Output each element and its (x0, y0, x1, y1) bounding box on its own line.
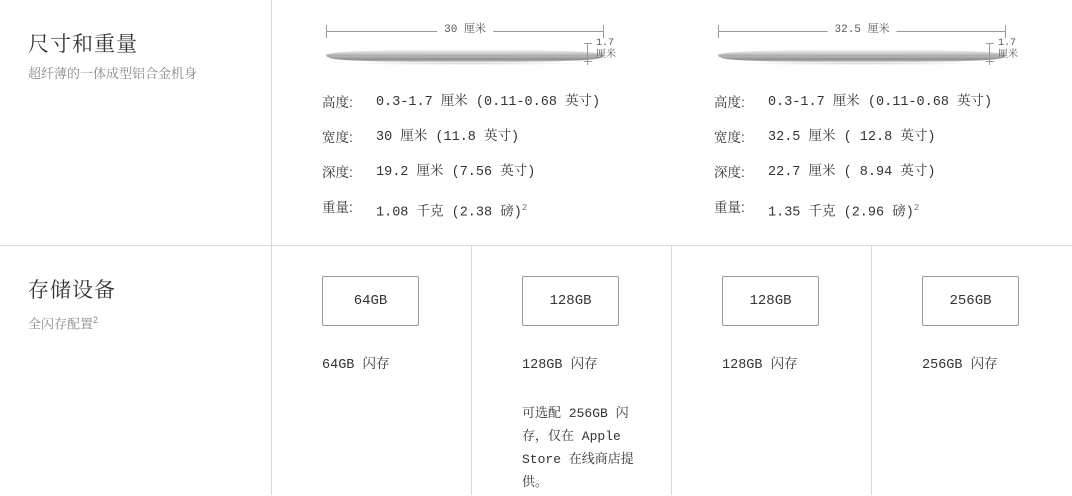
section-dimensions (0, 0, 1072, 246)
storage-chip: 256GB (922, 276, 1019, 326)
height-measure-label-2: 1.7 厘米 (998, 38, 1018, 61)
spec-value: 22.7 厘米 ( 8.94 英寸) (768, 165, 936, 180)
spec-key: 深度: (714, 165, 745, 180)
spec-row (714, 197, 1072, 225)
storage-chip: 128GB (722, 276, 819, 326)
section-subtitle-storage (28, 310, 247, 334)
spec-key: 深度: (322, 165, 353, 180)
spec-row (322, 162, 672, 184)
storage-column-3 (672, 246, 872, 495)
spec-value-text: 1.35 千克 (2.96 磅) (768, 205, 914, 221)
spec-value: 0.3-1.7 厘米 (0.11-0.68 英寸) (768, 95, 993, 110)
spec-key: 高度: (322, 95, 353, 110)
width-measure-label-2: 32.5 厘米 (827, 23, 896, 38)
storage-column-4 (872, 246, 1072, 495)
spec-key: 重量: (322, 200, 353, 215)
spec-value: 30 厘米 (11.8 英寸) (376, 130, 520, 145)
footnote-marker: 2 (913, 203, 920, 213)
dimensions-column-1 (272, 0, 672, 245)
spec-value: 19.2 厘米 (7.56 英寸) (376, 165, 536, 180)
footnote-marker: 2 (521, 203, 528, 213)
spec-list-2 (714, 92, 1072, 225)
spec-value (768, 197, 1072, 225)
section-subtitle-dimensions: 超纤薄的一体成型铝合金机身 (28, 66, 198, 81)
laptop-icon-1 (326, 44, 604, 66)
section-storage (0, 246, 1072, 495)
spec-value: 0.3-1.7 厘米 (0.11-0.68 英寸) (376, 95, 601, 110)
spec-list-1 (322, 92, 672, 225)
spec-row (322, 92, 672, 114)
section-title-storage: 存储设备 (28, 279, 116, 302)
spec-value (376, 197, 672, 225)
footnote-marker: 2 (93, 315, 99, 325)
height-measure-2 (986, 40, 1026, 80)
spec-row (714, 92, 1072, 114)
storage-label-column (0, 246, 272, 495)
laptop-illustration-1 (322, 18, 622, 80)
storage-column-2 (472, 246, 672, 495)
storage-content (272, 246, 1072, 495)
spec-row (714, 127, 1072, 149)
storage-chip: 128GB (522, 276, 619, 326)
spec-value: 32.5 厘米 ( 12.8 英寸) (768, 130, 936, 145)
width-measure-2 (718, 24, 1006, 38)
storage-column-1 (272, 246, 472, 495)
spec-key: 高度: (714, 95, 745, 110)
spec-row (322, 127, 672, 149)
width-measure-label-1: 30 厘米 (437, 23, 493, 38)
dimensions-label-column (0, 0, 272, 245)
storage-caption: 64GB 闪存 (322, 358, 390, 373)
spec-row (322, 197, 672, 225)
laptop-icon-2 (718, 44, 1006, 66)
spec-key: 宽度: (322, 130, 353, 145)
section-title-dimensions: 尺寸和重量 (28, 33, 138, 56)
storage-caption: 128GB 闪存 (522, 358, 598, 373)
height-measure-label-1: 1.7 厘米 (596, 38, 616, 61)
dimensions-content (272, 0, 1072, 245)
storage-chip: 64GB (322, 276, 419, 326)
width-measure-1 (326, 24, 604, 38)
storage-caption: 128GB 闪存 (722, 358, 798, 373)
storage-caption: 256GB 闪存 (922, 358, 998, 373)
spec-value-text: 1.08 千克 (2.38 磅) (376, 205, 522, 221)
spec-key: 宽度: (714, 130, 745, 145)
storage-note: 可选配 256GB 闪存，仅在 Apple Store 在线商店提供。 (522, 406, 634, 490)
laptop-illustration-2 (714, 18, 1024, 80)
height-measure-1 (584, 40, 624, 80)
dimensions-column-2 (672, 0, 1072, 245)
section-subtitle-storage-text: 全闪存配置 (28, 316, 94, 332)
spec-key: 重量: (714, 200, 745, 215)
spec-row (714, 162, 1072, 184)
